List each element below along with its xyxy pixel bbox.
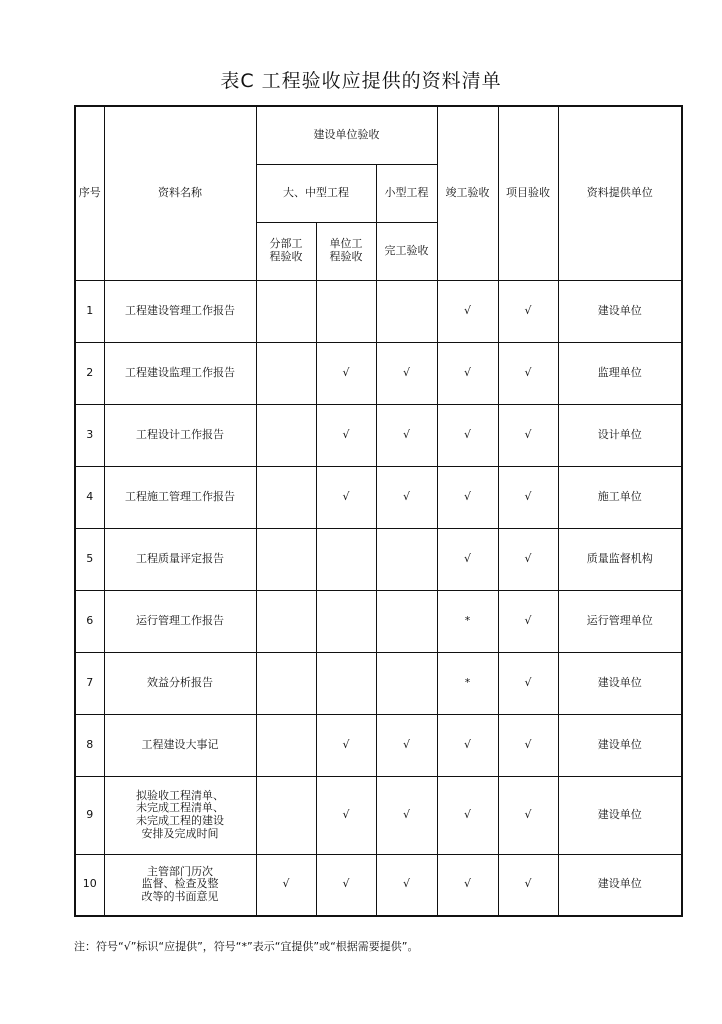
row-final-accept: √ [437,466,498,528]
row-final-accept: * [437,652,498,714]
row-name-text: 工程建设监理工作报告 [125,365,235,379]
row-project-accept: √ [498,280,558,342]
row-sub-project [256,404,316,466]
row-name [104,466,256,528]
row-sub-project [256,590,316,652]
table-row [75,854,682,916]
row-provider: 运行管理单位 [558,590,682,652]
row-completion: √ [376,466,437,528]
row-name [104,404,256,466]
header-final-accept: 竣工验收 [437,106,498,280]
row-project-accept: √ [498,404,558,466]
row-sub-project [256,652,316,714]
row-name-text: 工程质量评定报告 [136,551,224,565]
row-unit-project [316,280,376,342]
row-final-accept: √ [437,776,498,854]
materials-table [74,105,683,917]
row-project-accept: √ [498,714,558,776]
row-unit-project: √ [316,854,376,916]
header-owner-accept: 建设单位验收 [256,106,437,164]
table-row [75,652,682,714]
table-row [75,280,682,342]
row-seq: 3 [75,404,104,466]
row-sub-project [256,280,316,342]
header-large-medium: 大、中型工程 [256,164,376,222]
row-sub-project: √ [256,854,316,916]
table-row [75,776,682,854]
row-name [104,854,256,916]
row-unit-project [316,528,376,590]
row-project-accept: √ [498,528,558,590]
row-final-accept: √ [437,854,498,916]
row-name-text: 工程建设管理工作报告 [125,303,235,317]
row-unit-project: √ [316,342,376,404]
row-provider: 监理单位 [558,342,682,404]
row-seq: 5 [75,528,104,590]
row-completion: √ [376,776,437,854]
row-unit-project: √ [316,466,376,528]
row-seq: 8 [75,714,104,776]
row-name [104,280,256,342]
row-name [104,714,256,776]
row-name-text: 主管部门历次 监督、检查及整 改等的书面意见 [141,864,219,904]
table-row [75,714,682,776]
row-name-text: 工程施工管理工作报告 [125,489,235,503]
table-row [75,528,682,590]
header-completion: 完工验收 [376,222,437,280]
row-final-accept: √ [437,342,498,404]
row-sub-project [256,528,316,590]
row-project-accept: √ [498,854,558,916]
row-completion [376,590,437,652]
row-name-text: 运行管理工作报告 [136,613,224,627]
row-provider: 建设单位 [558,776,682,854]
row-provider: 设计单位 [558,404,682,466]
row-name-text: 效益分析报告 [147,675,213,689]
row-seq: 7 [75,652,104,714]
table-row [75,404,682,466]
row-completion [376,652,437,714]
row-final-accept: √ [437,714,498,776]
row-completion [376,528,437,590]
row-seq: 9 [75,776,104,854]
row-final-accept: √ [437,280,498,342]
row-name [104,776,256,854]
row-sub-project [256,342,316,404]
row-name-text: 工程设计工作报告 [136,427,224,441]
row-completion [376,280,437,342]
row-seq: 6 [75,590,104,652]
row-name [104,652,256,714]
row-name [104,528,256,590]
row-provider: 建设单位 [558,280,682,342]
row-name-text: 拟验收工程清单、 未完成工程清单、 未完成工程的建设 安排及完成时间 [136,788,224,840]
row-final-accept: √ [437,404,498,466]
table-row [75,342,682,404]
row-name [104,342,256,404]
row-provider: 建设单位 [558,652,682,714]
row-sub-project [256,776,316,854]
header-project-accept: 项目验收 [498,106,558,280]
row-seq: 1 [75,280,104,342]
row-provider: 建设单位 [558,714,682,776]
row-name-text: 工程建设大事记 [141,737,219,751]
row-project-accept: √ [498,652,558,714]
row-sub-project [256,466,316,528]
row-name [104,590,256,652]
row-final-accept: * [437,590,498,652]
row-provider: 建设单位 [558,854,682,916]
row-unit-project: √ [316,776,376,854]
document-title: 表C 工程验收应提供的资料清单 [220,70,502,92]
row-completion: √ [376,854,437,916]
row-project-accept: √ [498,466,558,528]
row-seq: 4 [75,466,104,528]
table-body [75,280,682,916]
row-unit-project [316,652,376,714]
row-seq: 2 [75,342,104,404]
header-sub-project: 分部工 程验收 [269,237,303,263]
table-row [75,466,682,528]
header-small: 小型工程 [376,164,437,222]
row-provider: 质量监督机构 [558,528,682,590]
header-seq: 序号 [75,106,104,280]
row-final-accept: √ [437,528,498,590]
row-unit-project [316,590,376,652]
row-project-accept: √ [498,776,558,854]
row-seq: 10 [75,854,104,916]
row-unit-project: √ [316,714,376,776]
row-provider: 施工单位 [558,466,682,528]
header-name: 资料名称 [104,106,256,280]
row-completion: √ [376,714,437,776]
footnote: 注：符号“√”标识“应提供”，符号“*”表示“宜提供”或“根据需要提供”。 [74,940,419,953]
header-provider: 资料提供单位 [558,106,682,280]
header-unit-project: 单位工 程验收 [329,237,363,263]
row-project-accept: √ [498,590,558,652]
row-project-accept: √ [498,342,558,404]
table-row [75,590,682,652]
row-unit-project: √ [316,404,376,466]
row-sub-project [256,714,316,776]
row-completion: √ [376,342,437,404]
row-completion: √ [376,404,437,466]
